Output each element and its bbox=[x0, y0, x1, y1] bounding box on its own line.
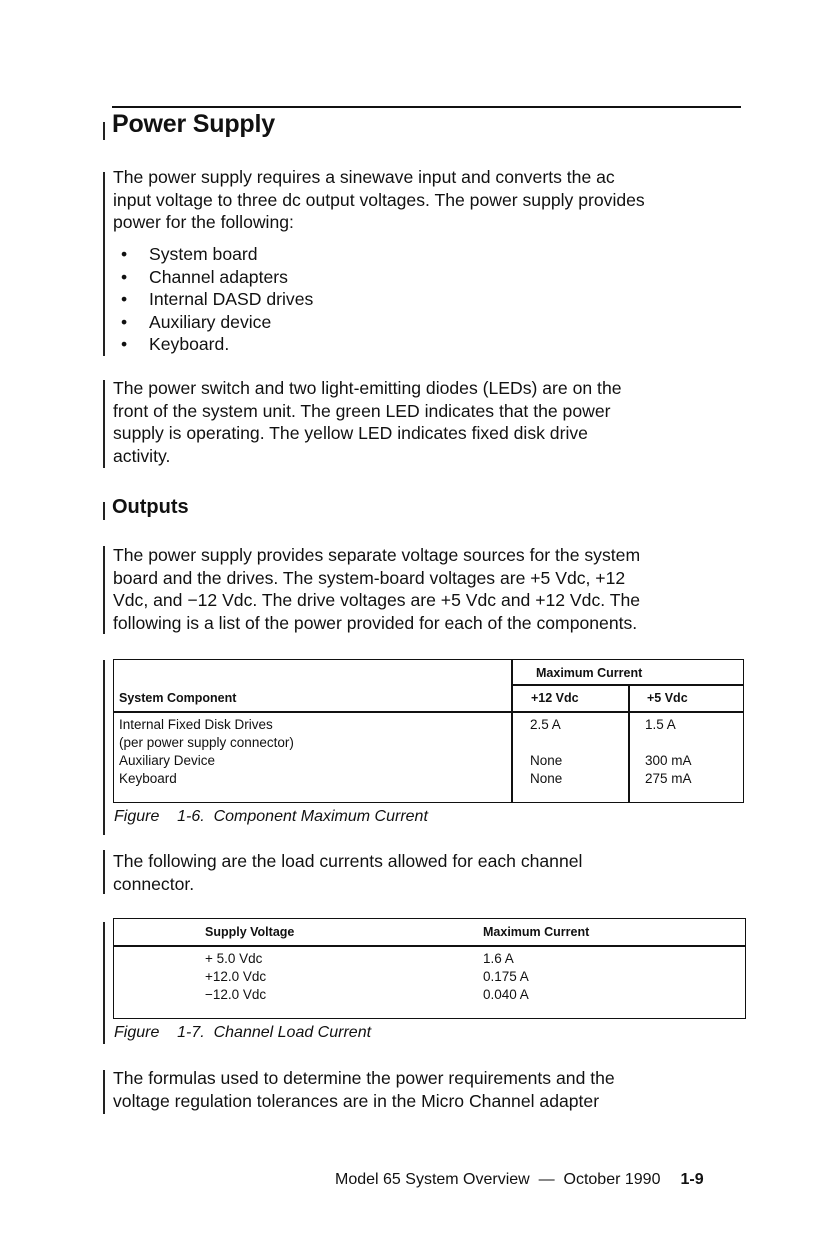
header-supply-voltage: Supply Voltage bbox=[205, 925, 295, 939]
header-system-component: System Component bbox=[119, 691, 237, 705]
table-divider bbox=[114, 945, 745, 947]
load-current-paragraph: The following are the load currents allowed for each channel connector. bbox=[113, 851, 583, 894]
table-row: + 5.0 Vdc bbox=[205, 951, 263, 966]
intro-paragraph: The power supply requires a sinewave input and converts the ac input voltage to three dc output voltages. The power supply provides power for the following: bbox=[113, 167, 645, 232]
figure-caption: Figure 1-6. Component Maximum Current bbox=[114, 808, 428, 825]
table-divider bbox=[511, 660, 513, 802]
page-footer bbox=[335, 1171, 704, 1189]
header-max-current: Maximum Current bbox=[536, 666, 643, 680]
revision-bar bbox=[103, 122, 105, 140]
page-title: Power Supply bbox=[112, 110, 275, 138]
outputs-heading: Outputs bbox=[112, 496, 189, 518]
page-number: 1-9 bbox=[680, 1171, 704, 1188]
header-max-current: Maximum Current bbox=[483, 925, 590, 939]
table-row: Internal Fixed Disk Drives (per power supply connector) Auxiliary Device Keyboard bbox=[119, 717, 294, 786]
table-column-voltage bbox=[205, 950, 266, 1004]
table-divider bbox=[628, 685, 630, 802]
list-item: • Channel adapters bbox=[121, 266, 313, 289]
channel-load-table bbox=[113, 918, 746, 1019]
section-rule bbox=[112, 106, 741, 108]
table-column-current bbox=[483, 950, 529, 1004]
revision-bar bbox=[103, 502, 105, 520]
header-12vdc: +12 Vdc bbox=[531, 691, 579, 705]
revision-bar bbox=[103, 1070, 105, 1114]
revision-bar bbox=[103, 246, 105, 356]
revision-bar bbox=[103, 380, 105, 468]
table-divider bbox=[511, 684, 743, 686]
header-5vdc: +5 Vdc bbox=[647, 691, 688, 705]
figure-caption: Figure 1-7. Channel Load Current bbox=[114, 1024, 372, 1041]
table-column-12vdc: 2.5 A None None bbox=[530, 717, 563, 786]
list-item: • Keyboard. bbox=[121, 333, 313, 356]
table-divider bbox=[114, 711, 743, 713]
table-column-5vdc: 1.5 A 300 mA 275 mA bbox=[645, 717, 692, 786]
revision-bar bbox=[103, 922, 105, 1044]
table-row: −12.0 Vdc bbox=[205, 987, 267, 1002]
table-row: 0.175 A bbox=[483, 969, 529, 984]
revision-bar bbox=[103, 546, 105, 634]
outputs-paragraph: The power supply provides separate voltage sources for the system board and the drives. The system-board voltages are +5 Vdc, +12 Vdc, and −12 Vdc. The drive voltages are +5 Vdc and +12 Vdc. The following is a list of the power provided for each of the components. bbox=[113, 545, 641, 633]
list-item: • Auxiliary device bbox=[121, 311, 313, 334]
formulas-paragraph: The formulas used to determine the power requirements and the voltage regulation tolerances are in the Micro Channel adapter bbox=[113, 1068, 615, 1111]
table-row: +12.0 Vdc bbox=[205, 969, 267, 984]
component-current-table bbox=[113, 659, 744, 803]
led-paragraph: The power switch and two light-emitting diodes (LEDs) are on the front of the system unit. The green LED indicates that the power supply is operating. The yellow LED indicates fixed disk drive activity. bbox=[113, 378, 622, 466]
footer-text: Model 65 System Overview — October 1990 bbox=[335, 1171, 661, 1188]
revision-bar bbox=[103, 660, 105, 835]
revision-bar bbox=[103, 850, 105, 894]
power-list bbox=[121, 243, 313, 356]
list-item: • Internal DASD drives bbox=[121, 288, 313, 311]
table-row: 0.040 A bbox=[483, 987, 529, 1002]
list-item: • System board bbox=[121, 243, 313, 266]
revision-bar bbox=[103, 172, 105, 252]
table-row: 1.6 A bbox=[483, 951, 514, 966]
